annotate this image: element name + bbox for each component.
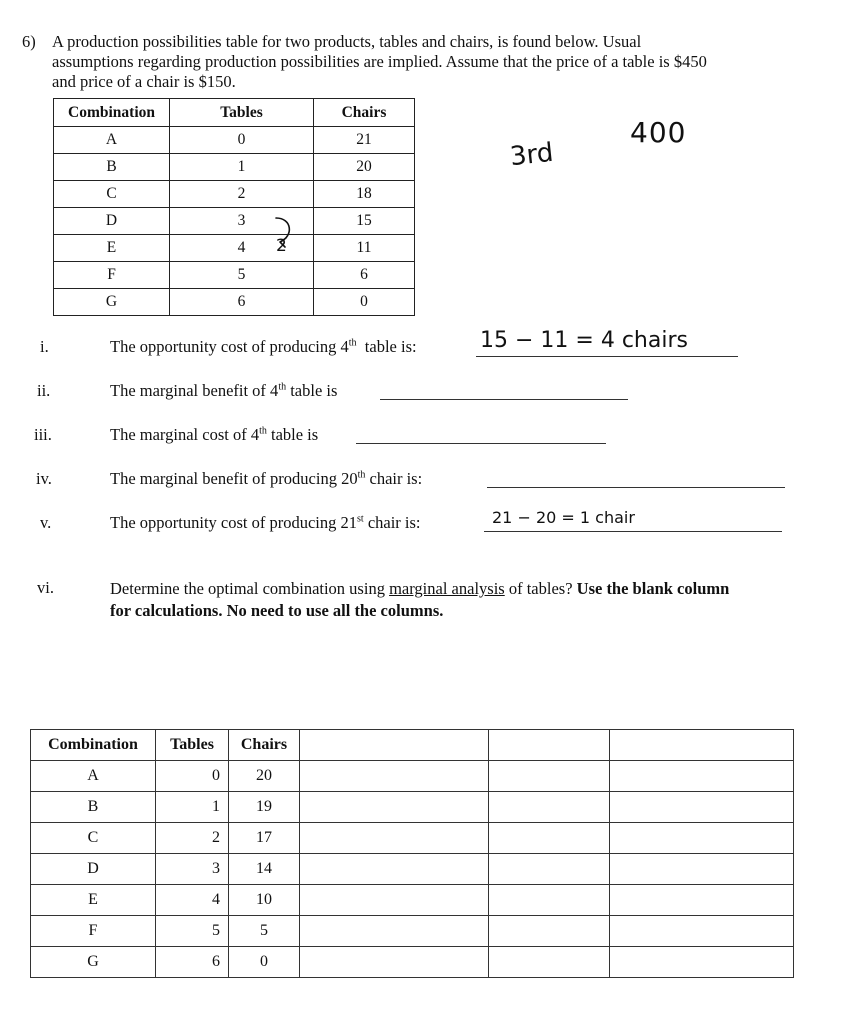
cell: 10 (229, 885, 300, 916)
table-row (54, 235, 415, 262)
part-vi-bold-1: Use the blank column (576, 579, 730, 598)
answer-line-v[interactable] (484, 531, 782, 532)
col-header-combination: Combination (54, 99, 170, 127)
cell: 2 (156, 823, 229, 854)
part-vi-link-text: marginal analysis (389, 579, 505, 598)
table-row (54, 127, 415, 154)
col-header-chairs: Chairs (314, 99, 415, 127)
cell: 4 (156, 885, 229, 916)
part-number-v: v. (40, 513, 52, 532)
handwritten-answer-i: 15 − 11 = 4 chairs (480, 328, 688, 353)
col-header-combination: Combination (31, 730, 156, 761)
part-text-vi (110, 578, 729, 622)
blank-column-cell[interactable] (610, 792, 794, 823)
answer-line-iii[interactable] (356, 443, 606, 444)
table-row (31, 792, 794, 823)
blank-column-cell[interactable] (300, 885, 489, 916)
cell: F (31, 916, 156, 947)
table-row (54, 208, 415, 235)
intro-line-1: A production possibilities table for two products, tables and chairs, is found below. Usual (52, 32, 642, 51)
cell: 21 (314, 127, 415, 154)
blank-column-cell[interactable] (300, 854, 489, 885)
cell: 4 (170, 235, 314, 262)
cell: 0 (314, 289, 415, 316)
table-row (31, 885, 794, 916)
table-row (31, 823, 794, 854)
blank-column-cell[interactable] (489, 885, 610, 916)
cell: 14 (229, 854, 300, 885)
cell: B (31, 792, 156, 823)
blank-column-cell[interactable] (610, 947, 794, 978)
part-number-iv: iv. (36, 469, 52, 488)
cell: F (54, 262, 170, 289)
cell: E (54, 235, 170, 262)
question-number: 6) (22, 32, 36, 51)
cell: C (54, 181, 170, 208)
col-header-tables: Tables (170, 99, 314, 127)
handwritten-table-note: 2 (276, 236, 287, 256)
blank-column-cell[interactable] (489, 730, 610, 761)
intro-line-3: and price of a chair is $150. (52, 72, 236, 91)
blank-column-cell[interactable] (489, 854, 610, 885)
cell: B (54, 154, 170, 181)
production-table-2 (30, 729, 794, 978)
table-row (54, 154, 415, 181)
table-row (31, 947, 794, 978)
blank-column-cell[interactable] (610, 885, 794, 916)
part-number-ii: ii. (37, 381, 51, 400)
blank-column-cell[interactable] (489, 823, 610, 854)
blank-column-cell[interactable] (300, 761, 489, 792)
blank-column-cell[interactable] (300, 730, 489, 761)
cell: 5 (170, 262, 314, 289)
part-text-iii: The marginal cost of 4th table is (110, 425, 319, 444)
part-text-ii: The marginal benefit of 4th table is (110, 381, 338, 400)
part-number-iii: iii. (34, 425, 52, 444)
cell: 18 (314, 181, 415, 208)
cell: 5 (229, 916, 300, 947)
table-row (31, 916, 794, 947)
part-vi-text-mid: of tables? (504, 579, 577, 598)
blank-column-cell[interactable] (610, 761, 794, 792)
part-text-iv: The marginal benefit of producing 20th chair is: (110, 469, 423, 488)
part-number-i: i. (40, 337, 49, 356)
handwritten-answer-v: 21 − 20 = 1 chair (492, 508, 635, 527)
table-row (54, 289, 415, 316)
blank-column-cell[interactable] (300, 792, 489, 823)
blank-column-cell[interactable] (489, 916, 610, 947)
answer-line-iv[interactable] (487, 487, 785, 488)
cell: A (31, 761, 156, 792)
cell: 20 (314, 154, 415, 181)
cell: 6 (314, 262, 415, 289)
cell: 3 (170, 208, 314, 235)
cell: A (54, 127, 170, 154)
cell: 6 (170, 289, 314, 316)
cell: G (31, 947, 156, 978)
table-row (54, 181, 415, 208)
cell: 5 (156, 916, 229, 947)
blank-column-cell[interactable] (300, 947, 489, 978)
cell: 0 (156, 761, 229, 792)
cell: G (54, 289, 170, 316)
answer-line-ii[interactable] (380, 399, 628, 400)
answer-line-i[interactable] (476, 356, 738, 357)
blank-column-cell[interactable] (610, 854, 794, 885)
cell: 20 (229, 761, 300, 792)
part-text-i: The opportunity cost of producing 4th table is: (110, 337, 417, 356)
cell: 19 (229, 792, 300, 823)
cell: 11 (314, 235, 415, 262)
handwritten-3rd: 3rd (508, 137, 555, 173)
handwritten-400: 400 (630, 116, 687, 149)
table-row (31, 761, 794, 792)
table-row (54, 262, 415, 289)
col-header-tables: Tables (156, 730, 229, 761)
part-number-vi: vi. (37, 578, 54, 597)
blank-column-cell[interactable] (300, 916, 489, 947)
part-vi-bold-2: for calculations. No need to use all the columns. (110, 601, 444, 620)
cell: 0 (229, 947, 300, 978)
blank-column-cell[interactable] (610, 730, 794, 761)
blank-column-cell[interactable] (610, 916, 794, 947)
part-vi-text-before: Determine the optimal combination using (110, 579, 390, 598)
intro-line-2: assumptions regarding production possibilities are implied. Assume that the price of a table is $450 (52, 52, 707, 71)
blank-column-cell[interactable] (489, 947, 610, 978)
cell: 1 (170, 154, 314, 181)
cell: C (31, 823, 156, 854)
production-table-1 (53, 98, 415, 316)
col-header-chairs: Chairs (229, 730, 300, 761)
cell: 17 (229, 823, 300, 854)
cell: 2 (170, 181, 314, 208)
cell: E (31, 885, 156, 916)
cell: 0 (170, 127, 314, 154)
cell: D (31, 854, 156, 885)
cell: 6 (156, 947, 229, 978)
blank-column-cell[interactable] (489, 792, 610, 823)
part-text-v: The opportunity cost of producing 21st chair is: (110, 513, 421, 532)
cell: D (54, 208, 170, 235)
blank-column-cell[interactable] (489, 761, 610, 792)
cell: 1 (156, 792, 229, 823)
cell: 3 (156, 854, 229, 885)
blank-column-cell[interactable] (300, 823, 489, 854)
blank-column-cell[interactable] (610, 823, 794, 854)
cell: 15 (314, 208, 415, 235)
table-row (31, 854, 794, 885)
